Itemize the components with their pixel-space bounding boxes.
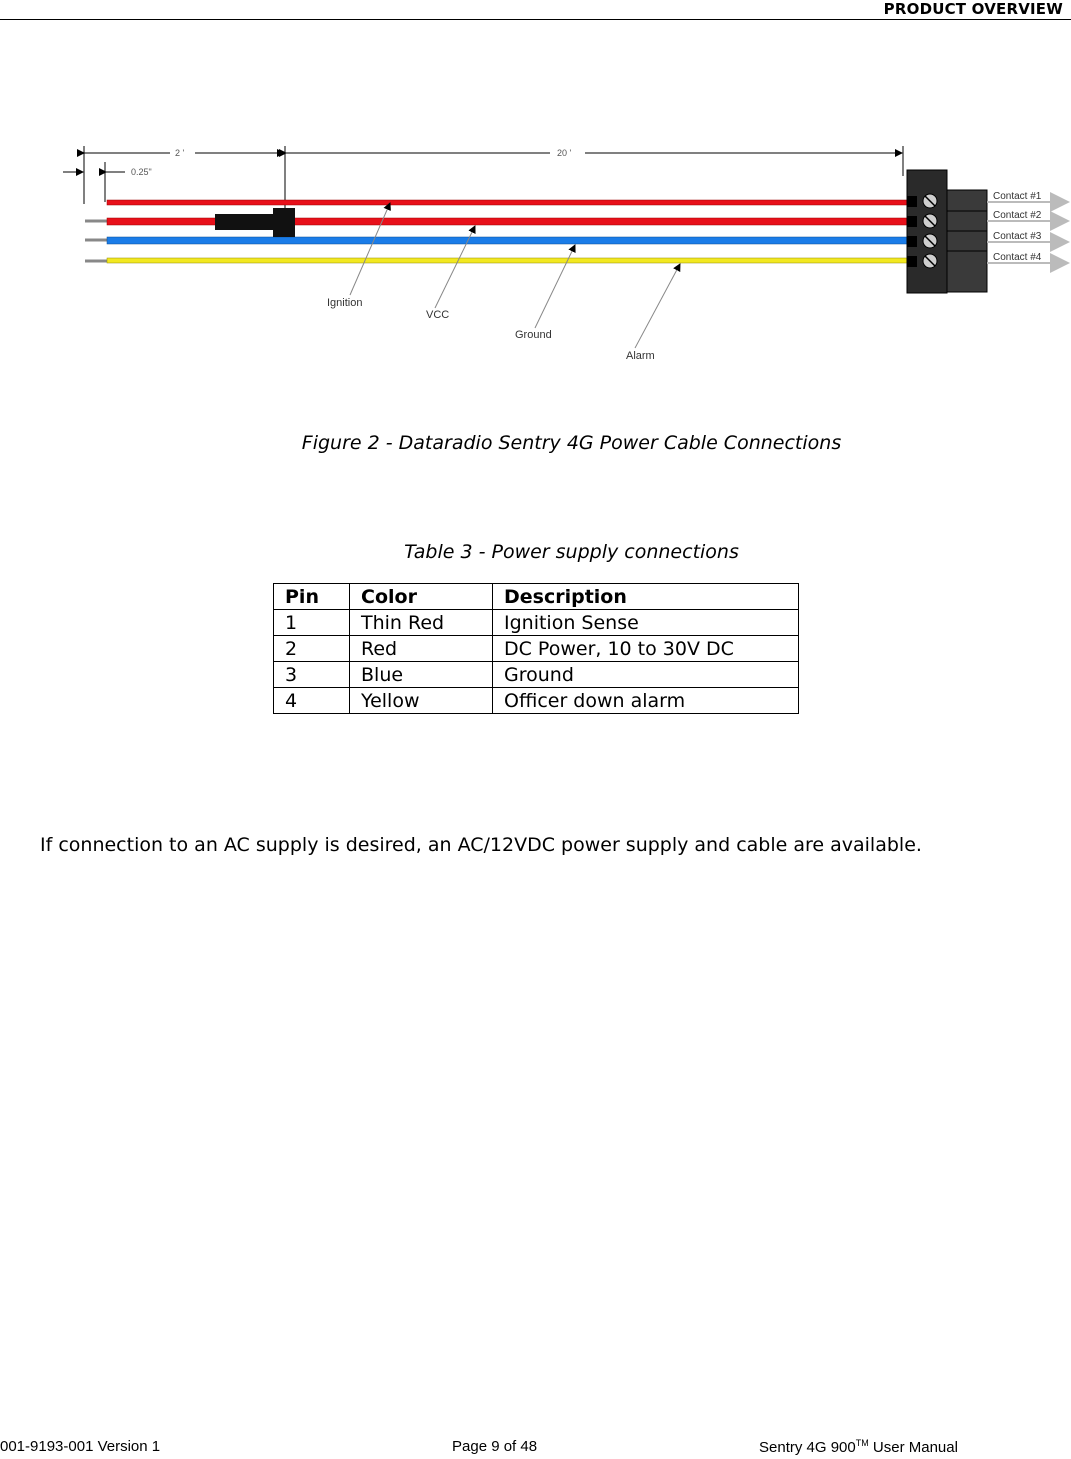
body-paragraph: If connection to an AC supply is desired, an AC/12VDC power supply and cable are available. <box>40 834 922 856</box>
contact-label-3: Contact #3 <box>993 231 1042 242</box>
figure-caption: Figure 2 - Dataradio Sentry 4G Power Cable Connections <box>301 432 842 454</box>
cell-color: Blue <box>350 662 493 688</box>
footer-doc-id: 001-9193-001 Version 1 <box>0 1438 161 1455</box>
power-cable-diagram <box>55 130 1071 370</box>
page-header-title: PRODUCT OVERVIEW <box>883 0 1063 18</box>
dimension-strip: 0.25" <box>131 167 152 177</box>
callout-alarm: Alarm <box>626 350 655 362</box>
cell-color: Red <box>350 636 493 662</box>
table-row <box>274 636 799 662</box>
footer-page-number: Page 9 of 48 <box>452 1438 538 1455</box>
cell-color: Yellow <box>350 688 493 714</box>
header-color: Color <box>350 584 493 610</box>
table-row <box>274 662 799 688</box>
table-header-row <box>274 584 799 610</box>
header-pin: Pin <box>274 584 350 610</box>
bare-wire-ends <box>85 221 107 261</box>
header-description: Description <box>493 584 799 610</box>
contact-label-4: Contact #4 <box>993 252 1042 263</box>
inline-fuse-holder <box>215 208 295 237</box>
contact-label-1: Contact #1 <box>993 191 1042 202</box>
cell-description: Officer down alarm <box>493 688 799 714</box>
wire-ground-blue <box>107 237 907 244</box>
header-rule <box>0 19 1071 20</box>
cell-pin: 3 <box>274 662 350 688</box>
callout-ground: Ground <box>515 329 552 341</box>
cell-description: Ignition Sense <box>493 610 799 636</box>
cell-description: Ground <box>493 662 799 688</box>
dimension-short: 2 ' <box>175 148 185 158</box>
contact-label-2: Contact #2 <box>993 210 1042 221</box>
wire-alarm-yellow <box>107 258 907 263</box>
table-row <box>274 610 799 636</box>
footer-product-name: Sentry 4G 900 <box>759 1439 856 1456</box>
footer-manual-label: User Manual <box>868 1439 958 1456</box>
footer-product <box>759 1438 958 1456</box>
cell-description: DC Power, 10 to 30V DC <box>493 636 799 662</box>
power-supply-table <box>273 583 799 714</box>
cell-color: Thin Red <box>350 610 493 636</box>
table-row <box>274 688 799 714</box>
footer-trademark: TM <box>855 1438 869 1448</box>
callout-vcc: VCC <box>426 309 450 321</box>
terminal-connector <box>907 170 987 293</box>
cell-pin: 2 <box>274 636 350 662</box>
wire-ignition-thin-red <box>107 200 907 205</box>
cell-pin: 4 <box>274 688 350 714</box>
dimension-lines <box>63 146 903 228</box>
cell-pin: 1 <box>274 610 350 636</box>
table-caption: Table 3 - Power supply connections <box>404 541 739 563</box>
callout-ignition: Ignition <box>327 297 363 309</box>
dimension-long: 20 ' <box>557 148 572 158</box>
